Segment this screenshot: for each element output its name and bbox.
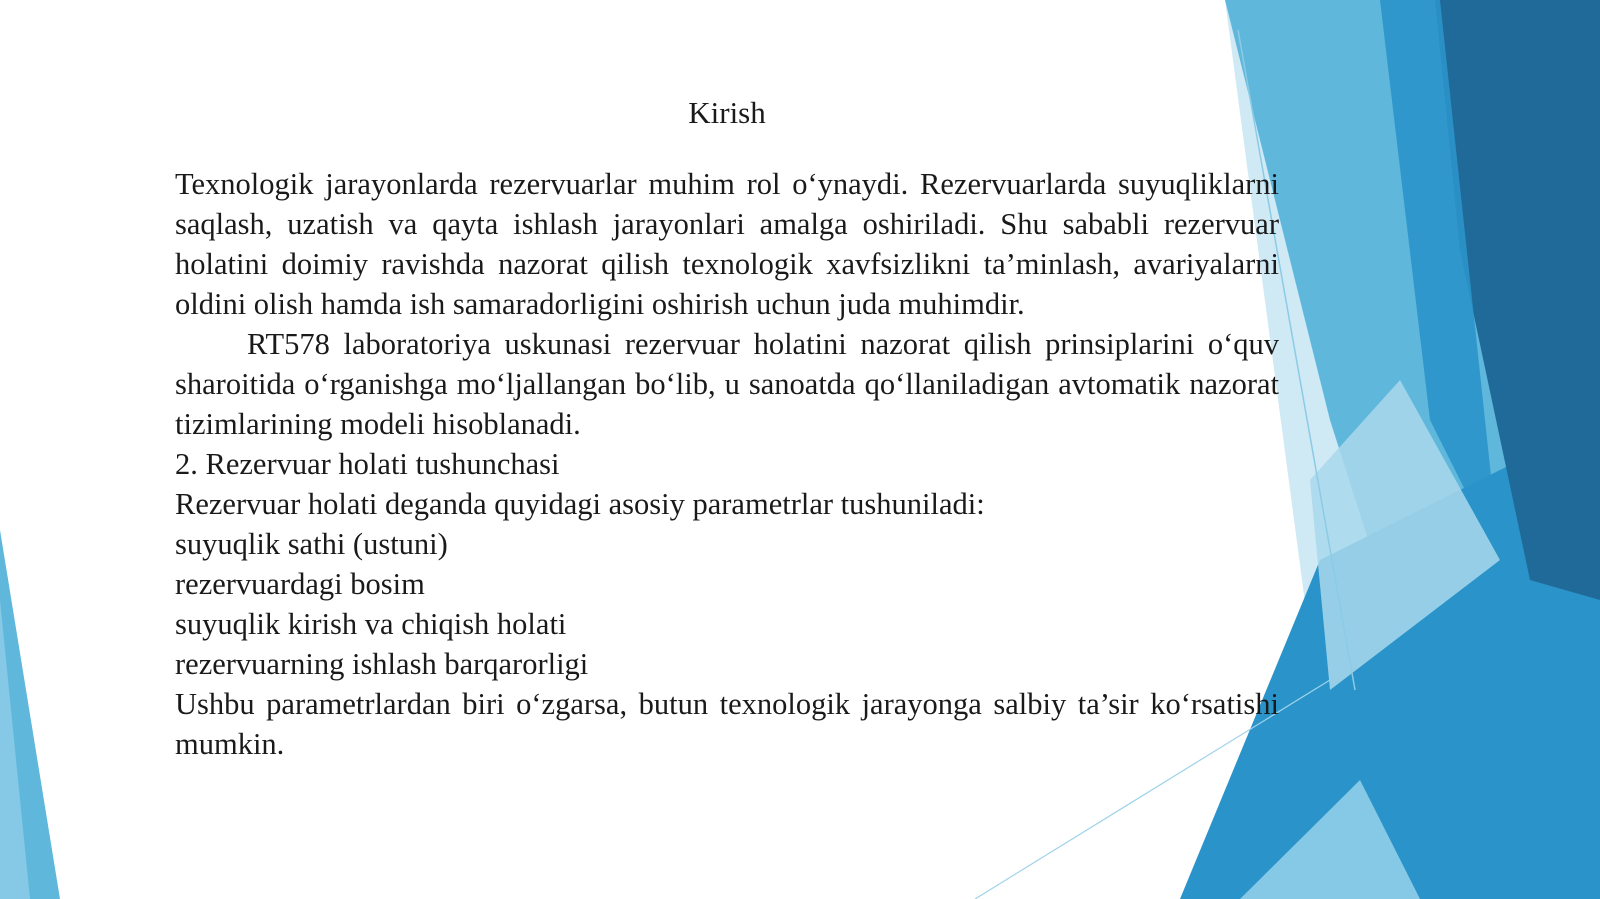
intro-paragraph: Texnologik jarayonlarda rezervuarlar muhim rol o‘ynaydi. Rezervuarlarda suyuqliklarni saqlash, uzatish va qayta ishlash jarayonlari amalga oshiriladi. Shu sababli rezervuar holatini doimiy ravishda nazorat qilish texnologik xavfsizlikni ta’minlash, avariyalarni oldini olish hamda ish samaradorligini oshirish uchun juda muhimdir. xyxy=(175,167,1279,321)
parameter-item: suyuqlik sathi (ustuni) xyxy=(175,527,448,561)
rt578-paragraph: RT578 laboratoriya uskunasi rezervuar holatini nazorat qilish prinsiplarini o‘quv sharoitida o‘rganishga mo‘ljallangan bo‘lib, u sanoatda qo‘llaniladigan avtomatik nazorat tizimlarining modeli hisoblanadi. xyxy=(175,327,1279,441)
slide-content xyxy=(175,92,1279,764)
conclusion-paragraph: Ushbu parametrlardan biri o‘zgarsa, butun texnologik jarayonga salbiy ta’sir ko‘rsatishi mumkin. xyxy=(175,687,1279,761)
parameter-item: suyuqlik kirish va chiqish holati xyxy=(175,607,567,641)
slide-title: Kirish xyxy=(688,95,766,130)
parameter-item: rezervuardagi bosim xyxy=(175,567,425,601)
section-intro: Rezervuar holati deganda quyidagi asosiy parametrlar tushuniladi: xyxy=(175,487,985,521)
parameter-item: rezervuarning ishlash barqarorligi xyxy=(175,647,589,681)
section-heading: 2. Rezervuar holati tushunchasi xyxy=(175,447,560,481)
